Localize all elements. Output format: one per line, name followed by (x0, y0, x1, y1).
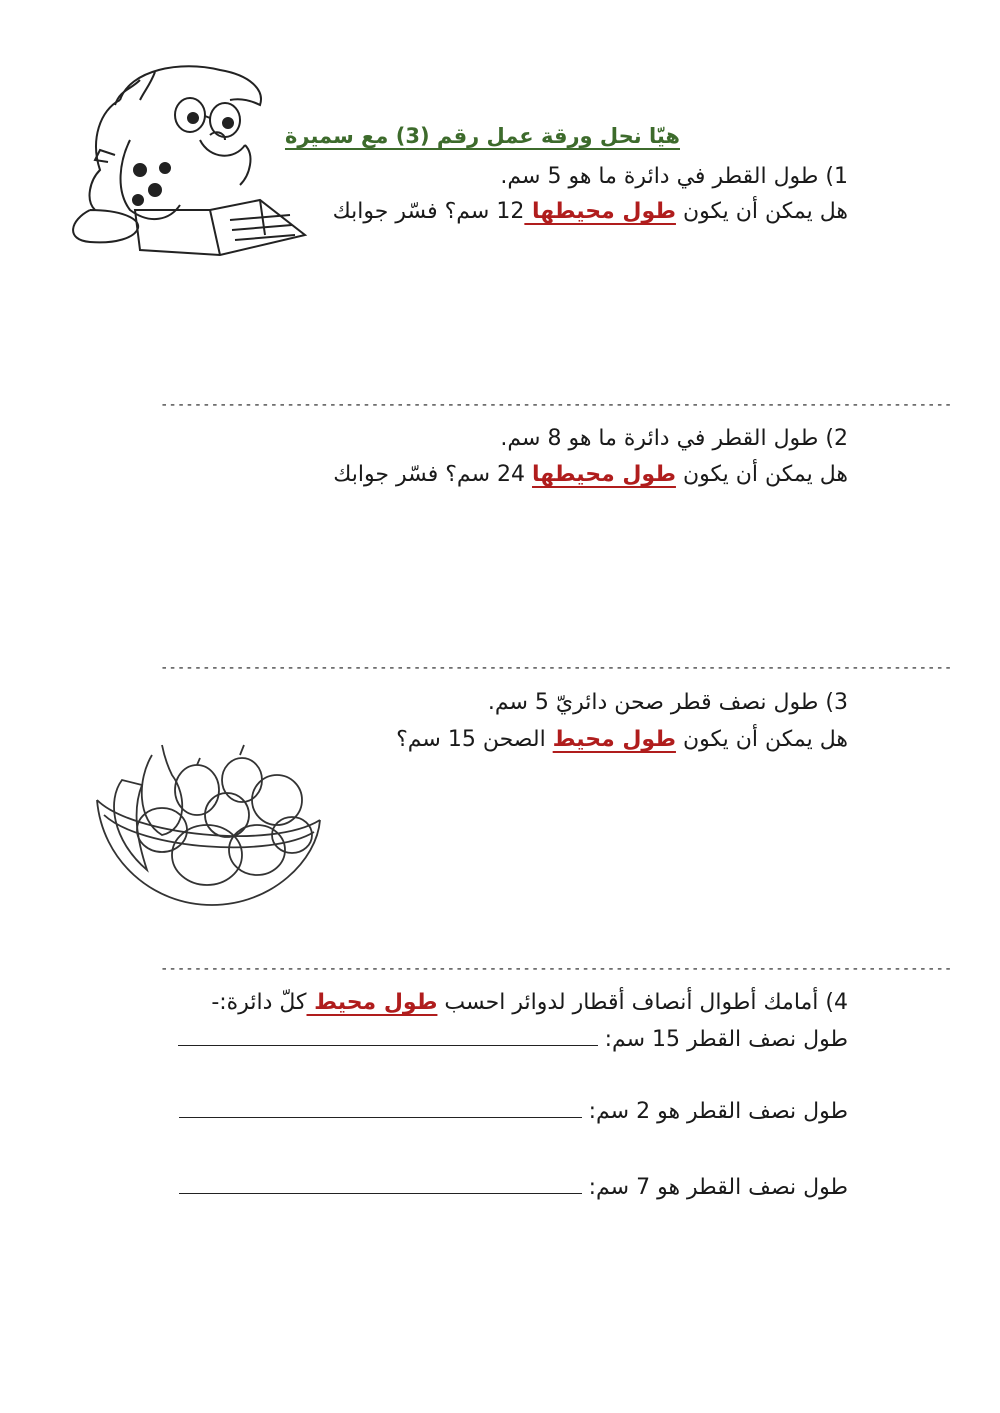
q1-text-b: 12 سم؟ فسّر جوابك (332, 199, 525, 224)
q4-item-1-label: طول نصف القطر 15 سم: (604, 1027, 848, 1052)
q4-item-2 (179, 1099, 848, 1124)
q3-line1: 3) طول نصف قطر صحن دائريّ 5 سم. (487, 690, 848, 715)
q3-highlight: طول محيط (552, 727, 676, 752)
q2-line2 (333, 462, 848, 487)
q4-highlight: طول محيط (306, 990, 438, 1015)
q3-line2 (396, 727, 848, 752)
q1-line1: 1) طول القطر في دائرة ما هو 5 سم. (500, 164, 848, 189)
answer-blank-1[interactable] (178, 1027, 598, 1046)
q4-text-b: كلّ دائرة:- (211, 990, 307, 1015)
q2-line1: 2) طول القطر في دائرة ما هو 8 سم. (500, 426, 848, 451)
q2-highlight: طول محيطها (532, 462, 676, 487)
answer-blank-2[interactable] (179, 1099, 582, 1118)
q2-text-b: 24 سم؟ فسّر جوابك (333, 462, 533, 487)
q4-text-a: 4) أمامك أطوال أنصاف أقطار لدوائر احسب (437, 990, 848, 1015)
answer-blank-3[interactable] (179, 1175, 582, 1194)
separator-1: ---------------------------------------------------------------------------------------------- (160, 397, 953, 413)
q4-line1 (211, 990, 848, 1015)
separator-2: ---------------------------------------------------------------------------------------------- (160, 660, 953, 676)
q2-text-a: هل يمكن أن يكون (675, 462, 848, 487)
q4-item-2-label: طول نصف القطر هو 2 سم: (588, 1099, 848, 1124)
worksheet-title: هيّا نحل ورقة عمل رقم (3) مع سميرة (284, 124, 680, 148)
fruit-bowl-illustration (92, 740, 324, 910)
q4-item-3 (179, 1175, 848, 1200)
q3-text-b: الصحن 15 سم؟ (396, 727, 553, 752)
q1-line2 (333, 199, 848, 224)
separator-3: ---------------------------------------------------------------------------------------------- (160, 961, 953, 977)
reading-kid-illustration (60, 60, 310, 260)
q1-highlight: طول محيطها (524, 199, 676, 224)
q1-text-a: هل يمكن أن يكون (675, 199, 848, 224)
q4-item-3-label: طول نصف القطر هو 7 سم: (588, 1175, 848, 1200)
q4-item-1 (178, 1027, 848, 1052)
q3-text-a: هل يمكن أن يكون (675, 727, 848, 752)
